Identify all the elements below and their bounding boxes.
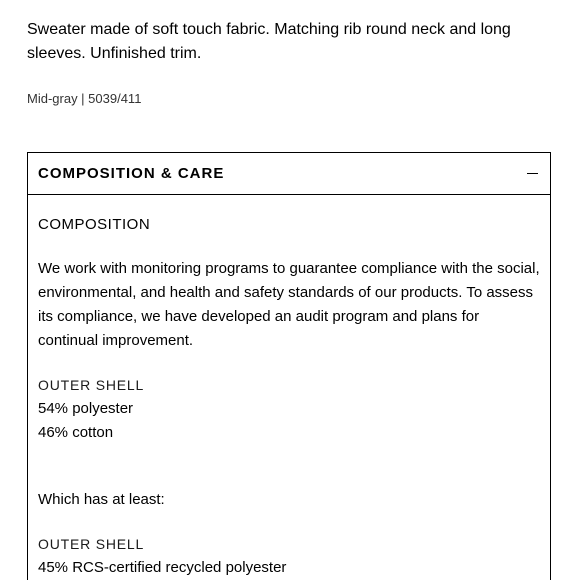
composition-care-panel <box>27 152 551 580</box>
material-line: 54% polyester <box>38 400 134 417</box>
compliance-paragraph: We work with monitoring programs to guarantee compliance with the social, environmental, and health and safety standards of our products. To assess its compliance, we have developed an audit program and plans for continual improvement. <box>38 260 540 349</box>
minus-icon[interactable] <box>527 173 538 174</box>
product-color-reference: Mid-gray | 5039/411 <box>27 91 142 106</box>
composition-heading: COMPOSITION <box>38 216 151 233</box>
certified-outer-shell-label: OUTER SHELL <box>38 536 145 552</box>
panel-title: COMPOSITION & CARE <box>38 165 225 182</box>
certified-material-line: 45% RCS-certified recycled polyester <box>38 559 287 576</box>
at-least-text: Which has at least: <box>38 491 165 508</box>
composition-care-header[interactable] <box>28 153 550 195</box>
outer-shell-label: OUTER SHELL <box>38 377 145 393</box>
product-description: Sweater made of soft touch fabric. Matching rib round neck and long sleeves. Unfinished trim. <box>27 21 511 62</box>
material-line: 46% cotton <box>38 424 114 441</box>
